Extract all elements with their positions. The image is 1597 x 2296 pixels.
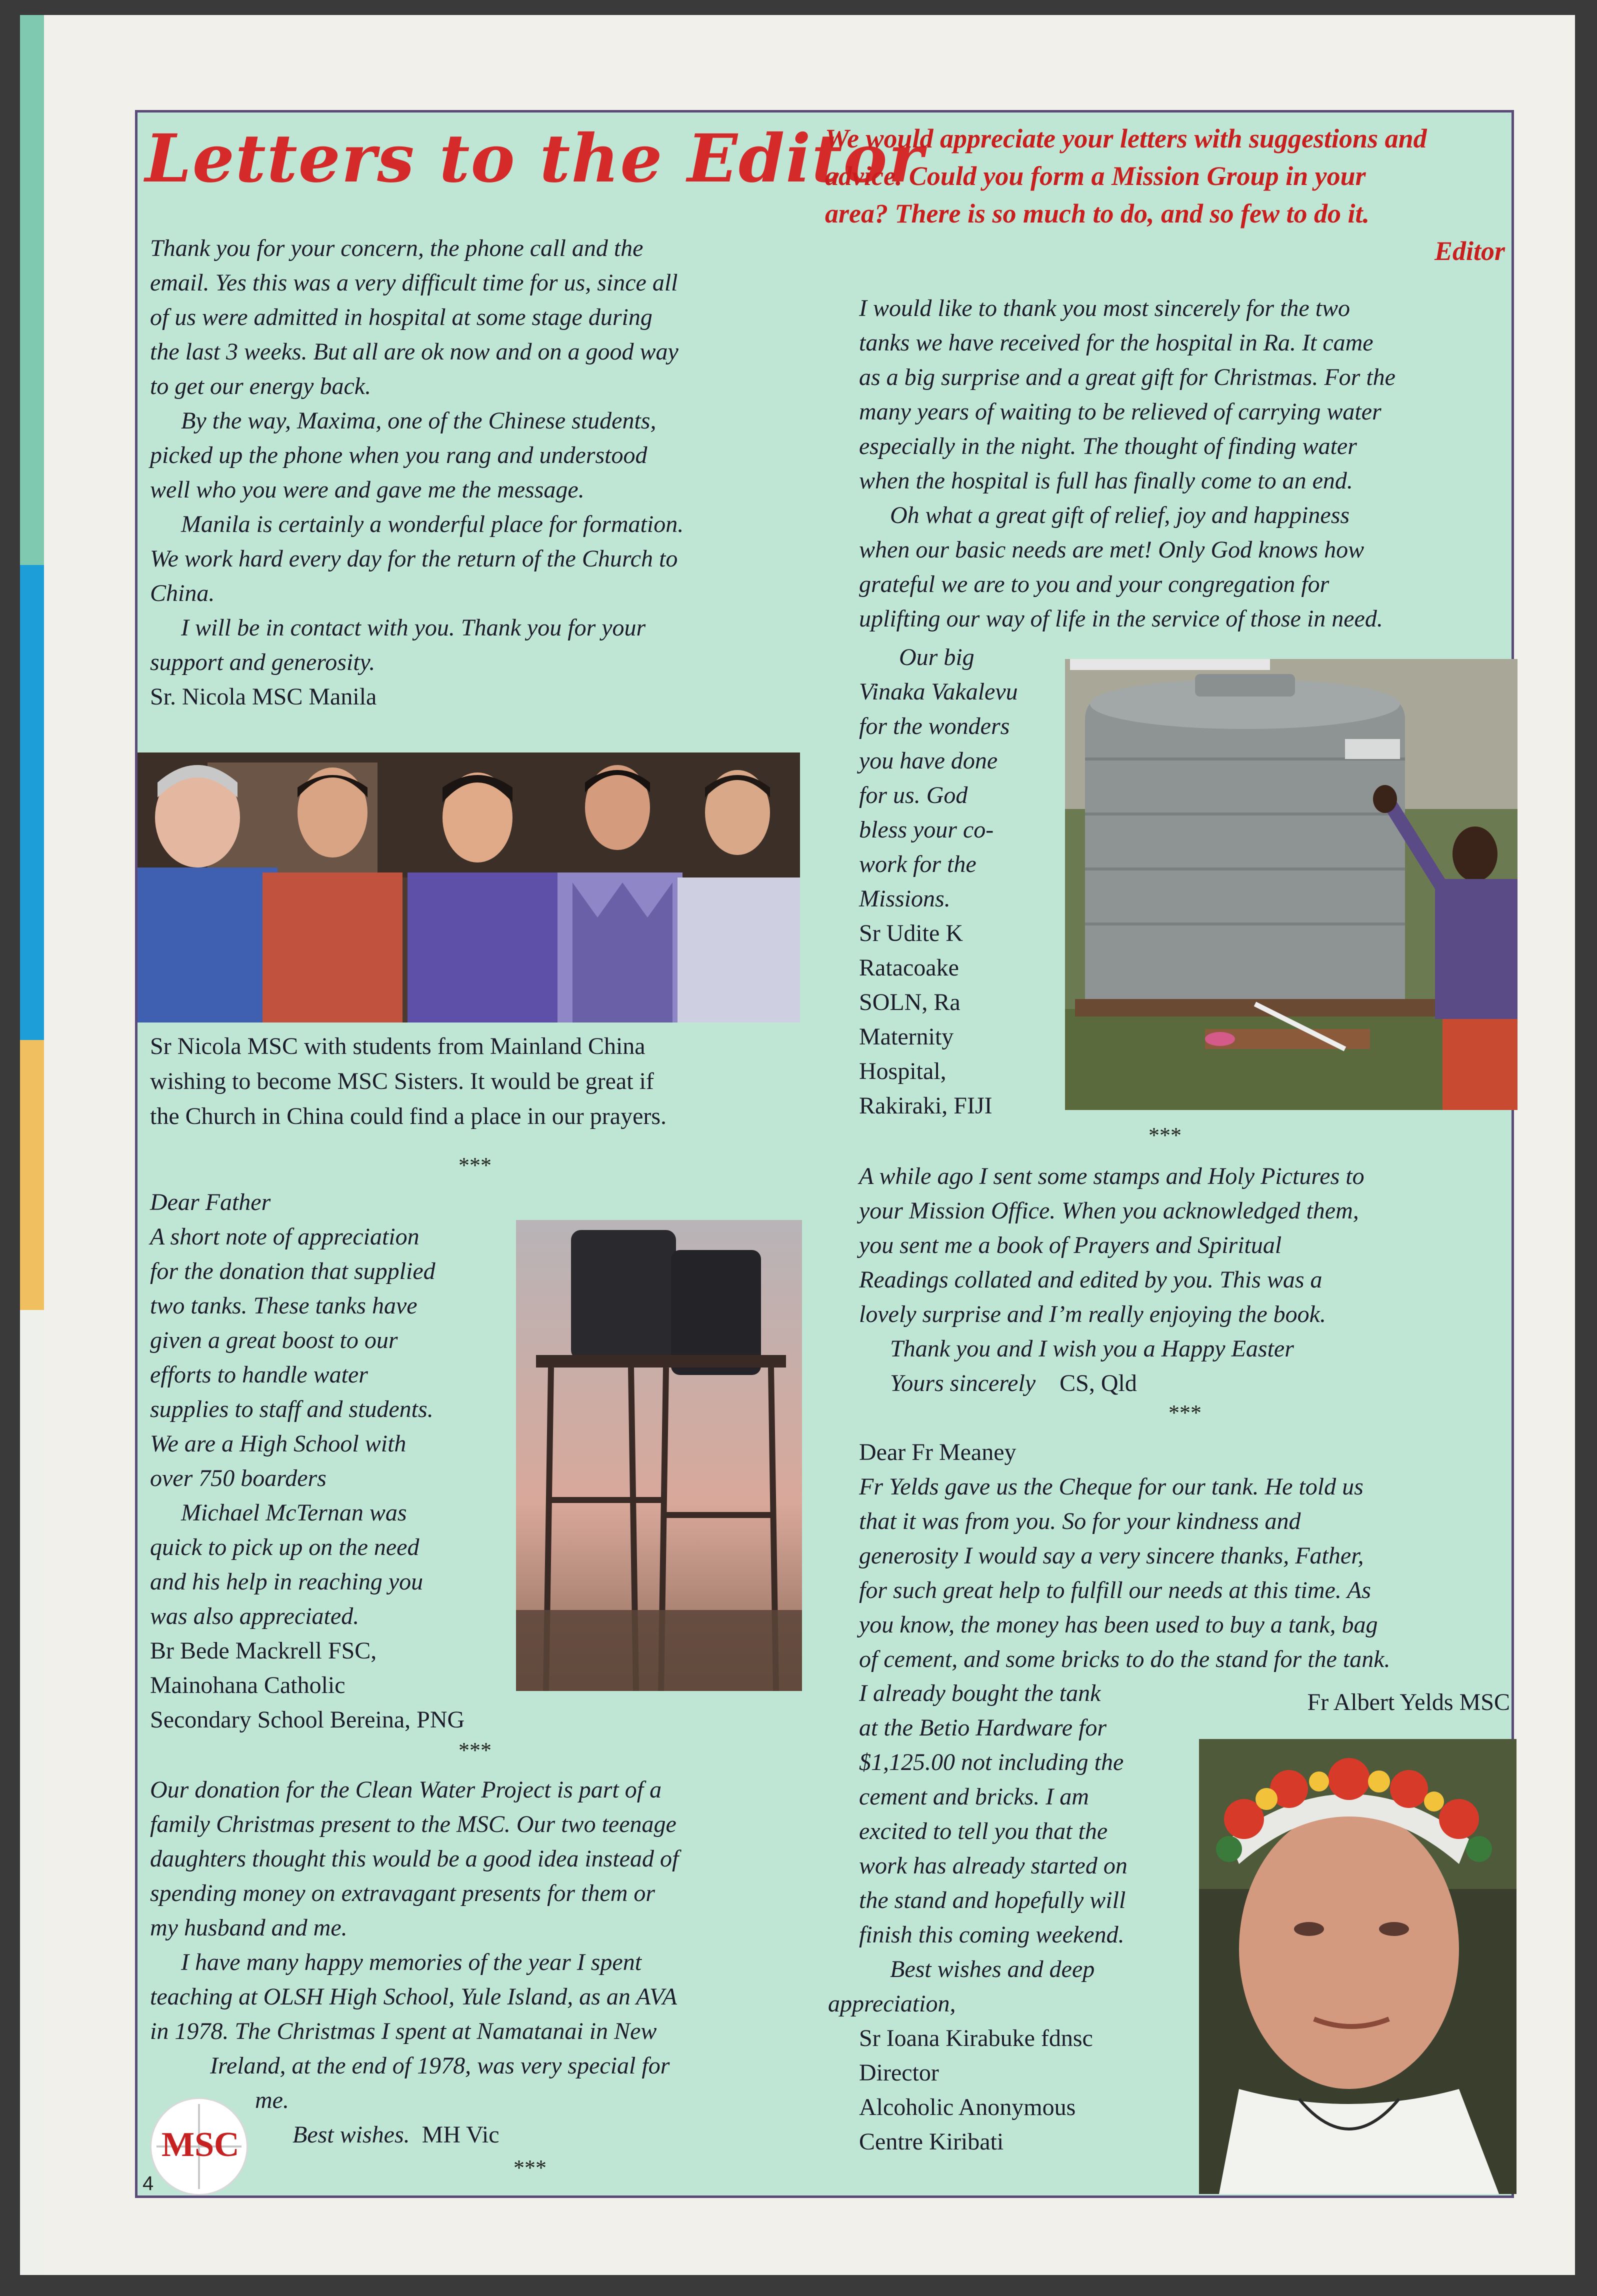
text-line: tanks we have received for the hospital in Ra. It came xyxy=(859,330,1374,356)
text-line: excited to tell you that the xyxy=(859,1818,1108,1844)
text-line: daughters thought this would be a good idea instead of xyxy=(150,1846,679,1872)
text-line: Centre Kiribati xyxy=(859,2128,1004,2155)
signature: CS, Qld xyxy=(1060,1370,1137,1396)
text-line: your Mission Office. When you acknowledged them, xyxy=(859,1198,1359,1224)
separator: *** xyxy=(1168,1400,1202,1425)
paragraph xyxy=(150,610,810,680)
closing-text: Best wishes. xyxy=(292,2122,410,2148)
edge-stripe-white xyxy=(20,1310,44,2275)
paragraph xyxy=(150,1945,815,2048)
signature xyxy=(859,916,1069,1123)
text-line: in 1978. The Christmas I spent at Namatanai in New xyxy=(150,2018,657,2044)
text-line: Fr Yelds gave us the Cheque for our tank. He told us xyxy=(859,1474,1364,1500)
text-line: I would like to thank you most sincerely for the two xyxy=(859,295,1350,322)
text-line: Yours sincerely xyxy=(890,1370,1036,1396)
editor-signature: Editor xyxy=(1434,236,1505,266)
letter-nicola xyxy=(150,231,810,714)
text-line: Alcoholic Anonymous xyxy=(859,2094,1076,2120)
photo-fr-yelds xyxy=(1199,1739,1516,2194)
text-line: for the wonders xyxy=(859,713,1010,740)
photo-caption-sisters xyxy=(150,1029,800,1134)
text-line: Our big xyxy=(899,644,974,670)
text-line: Readings collated and edited by you. This was a xyxy=(859,1266,1322,1293)
text-line: as a big surprise and a great gift for Christmas. For the xyxy=(859,364,1396,390)
paragraph xyxy=(150,1496,530,1634)
text-line: Missions. xyxy=(859,886,950,912)
text-line: lovely surprise and I’m really enjoying the book. xyxy=(859,1301,1326,1328)
text-line: I have many happy memories of the year I spent xyxy=(181,1949,642,1976)
text-line: cement and bricks. I am xyxy=(859,1784,1089,1810)
text-line: when the hospital is full has finally come to an end. xyxy=(859,468,1353,494)
text-line: Michael McTernan was xyxy=(181,1500,407,1526)
text-line: for us. God xyxy=(859,782,968,808)
text-line: We are a High School with xyxy=(150,1430,406,1457)
letter-bede xyxy=(150,1185,530,1737)
text-line: two tanks. These tanks have xyxy=(150,1292,418,1319)
paragraph xyxy=(859,640,1069,916)
text-line: to get our energy back. xyxy=(150,373,372,400)
paragraph xyxy=(828,1952,1199,2021)
text-line: Director xyxy=(859,2060,939,2086)
letter-udite xyxy=(859,291,1509,636)
paragraph xyxy=(859,291,1509,498)
paragraph xyxy=(859,1470,1514,1676)
text-line: wishing to become MSC Sisters. It would be great if xyxy=(150,1068,654,1094)
text-line: Vinaka Vakalevu xyxy=(859,678,1018,705)
text-line: China. xyxy=(150,580,215,606)
closing xyxy=(150,2118,815,2152)
text-line: Mainohana Catholic xyxy=(150,1672,346,1698)
paragraph xyxy=(859,1676,1199,1952)
paragraph xyxy=(150,1772,815,1945)
paragraph xyxy=(150,1220,530,1496)
separator: *** xyxy=(514,2156,546,2180)
text-line: Br Bede Mackrell FSC, xyxy=(150,1638,377,1664)
paragraph xyxy=(150,231,810,404)
letter-udite-continued xyxy=(859,640,1069,1123)
text-line: Our donation for the Clean Water Project is part of a xyxy=(150,1776,662,1803)
separator: *** xyxy=(1148,1123,1182,1148)
text-line: you have done xyxy=(859,748,998,774)
paragraph: Thank you and I wish you a Happy Easter xyxy=(890,1336,1294,1362)
text-line: We work hard every day for the return of the Church to xyxy=(150,546,678,572)
separator: *** xyxy=(458,1153,492,1178)
separator: *** xyxy=(458,1738,492,1762)
text-line: A short note of appreciation xyxy=(150,1224,420,1250)
text-line: Maternity xyxy=(859,1024,954,1050)
text-line: uplifting our way of life in the service of those in need. xyxy=(859,606,1383,632)
text-line: Secondary School Bereina, PNG xyxy=(150,1706,465,1733)
text-line: the Church in China could find a place in our prayers. xyxy=(150,1103,667,1130)
photo-caption-yelds: Fr Albert Yelds MSC xyxy=(1307,1689,1510,1716)
photo-sisters-group xyxy=(138,752,800,1022)
text-line: you know, the money has been used to buy a tank, bag xyxy=(859,1612,1378,1638)
text-line: Rakiraki, FIJI xyxy=(859,1092,992,1119)
text-line: supplies to staff and students. xyxy=(150,1396,434,1422)
text-line: support and generosity. xyxy=(150,649,376,676)
text-line: Sr Ioana Kirabuke fdnsc xyxy=(859,2025,1093,2052)
signature xyxy=(150,1634,530,1737)
text-line: many years of waiting to be relieved of carrying water xyxy=(859,398,1382,425)
text-line: work for the xyxy=(859,851,976,878)
text-line: over 750 boarders xyxy=(150,1465,326,1492)
text-line: spending money on extravagant presents for them or xyxy=(150,1880,656,1906)
text-line: I will be in contact with you. Thank you for your xyxy=(181,614,646,641)
text-line: email. Yes this was a very difficult time for us, since all xyxy=(150,270,678,296)
paragraph xyxy=(859,1366,1509,1400)
salutation: Dear Fr Meaney xyxy=(859,1439,1016,1466)
signature: MH Vic xyxy=(422,2122,500,2148)
text-line: Oh what a great gift of relief, joy and happiness xyxy=(890,502,1350,528)
text-line: quick to pick up on the need xyxy=(150,1534,420,1560)
text-line: SOLN, Ra xyxy=(859,989,960,1016)
text-line: I already bought the tank xyxy=(859,1680,1101,1706)
text-line: Sr Nicola MSC with students from Mainland China xyxy=(150,1033,646,1060)
text-line: work has already started on xyxy=(859,1852,1128,1879)
text-line: that it was from you. So for your kindness and xyxy=(859,1508,1301,1534)
text-line: Sr Udite K xyxy=(859,920,963,946)
letter-ioana xyxy=(859,1435,1514,1676)
paragraph xyxy=(859,1159,1509,1332)
text-line: appreciation, xyxy=(828,1990,956,2017)
letter-ioana-continued xyxy=(828,1676,1199,2159)
text-line: Thank you for your concern, the phone call and the xyxy=(150,235,644,262)
msc-logo xyxy=(150,2098,248,2196)
text-line: picked up the phone when you rang and understood xyxy=(150,442,648,468)
text-line: was also appreciated. xyxy=(150,1603,360,1630)
letter-cs-qld xyxy=(859,1159,1509,1400)
salutation: Dear Father xyxy=(150,1189,271,1216)
text-line: for the donation that supplied xyxy=(150,1258,436,1284)
editor-note-line: area? There is so much to do, and so few to do it. xyxy=(825,198,1370,228)
text-line: for such great help to fulfill our needs at this time. As xyxy=(859,1577,1371,1604)
photo-water-tank-fiji xyxy=(1065,659,1518,1110)
text-line: finish this coming weekend. xyxy=(859,1922,1124,1948)
text-line: generosity I would say a very sincere thanks, Father, xyxy=(859,1542,1364,1569)
edge-stripe-yellow xyxy=(20,1040,44,1310)
text-line: the stand and hopefully will xyxy=(859,1887,1126,1914)
text-line: especially in the night. The thought of finding water xyxy=(859,433,1357,460)
signature: Sr. Nicola MSC Manila xyxy=(150,684,377,710)
text-line: bless your co- xyxy=(859,816,994,843)
text-line: grateful we are to you and your congregation for xyxy=(859,571,1330,598)
logo-text: MSC xyxy=(162,2126,240,2164)
text-line: and his help in reaching you xyxy=(150,1568,424,1595)
text-line: given a great boost to our xyxy=(150,1327,398,1354)
text-line: of us were admitted in hospital at some stage during xyxy=(150,304,652,330)
paragraph xyxy=(150,507,810,610)
text-line: me. xyxy=(255,2087,289,2114)
text-line: Ratacoake xyxy=(859,954,959,981)
text-line: Ireland, at the end of 1978, was very special for xyxy=(210,2052,670,2079)
edge-stripe-green xyxy=(20,15,44,565)
text-line: you sent me a book of Prayers and Spiritual xyxy=(859,1232,1282,1258)
text-line: teaching at OLSH High School, Yule Island, as an AVA xyxy=(150,1984,678,2010)
text-line: well who you were and gave me the message. xyxy=(150,476,584,503)
edge-stripe-blue xyxy=(20,565,44,1040)
text-line: A while ago I sent some stamps and Holy Pictures to xyxy=(859,1163,1364,1190)
letter-mh-vic xyxy=(150,1772,815,2152)
text-line: at the Betio Hardware for xyxy=(859,1714,1107,1741)
text-line: By the way, Maxima, one of the Chinese students, xyxy=(181,408,656,434)
page-number: 4 xyxy=(142,2172,154,2194)
paragraph xyxy=(150,404,810,507)
editor-note-line: We would appreciate your letters with suggestions and xyxy=(825,124,1427,154)
text-line: Hospital, xyxy=(859,1058,946,1084)
editor-note xyxy=(825,120,1505,270)
photo-water-tower xyxy=(516,1220,802,1691)
paragraph xyxy=(859,498,1509,636)
page-title: Letters to the Editor xyxy=(145,120,924,198)
text-line: the last 3 weeks. But all are ok now and on a good way xyxy=(150,338,678,365)
text-line: when our basic needs are met! Only God knows how xyxy=(859,536,1364,563)
text-line: $1,125.00 not including the xyxy=(859,1749,1124,1776)
signature xyxy=(859,2021,1199,2159)
text-line: of cement, and some bricks to do the stand for the tank. xyxy=(859,1646,1390,1672)
text-line: efforts to handle water xyxy=(150,1362,368,1388)
editor-note-line: advice. Could you form a Mission Group in your xyxy=(825,161,1366,191)
text-line: family Christmas present to the MSC. Our two teenage xyxy=(150,1811,676,1838)
text-line: Best wishes and deep xyxy=(890,1956,1095,1982)
text-line: my husband and me. xyxy=(150,1914,348,1941)
text-line: Manila is certainly a wonderful place for formation. xyxy=(181,511,684,538)
